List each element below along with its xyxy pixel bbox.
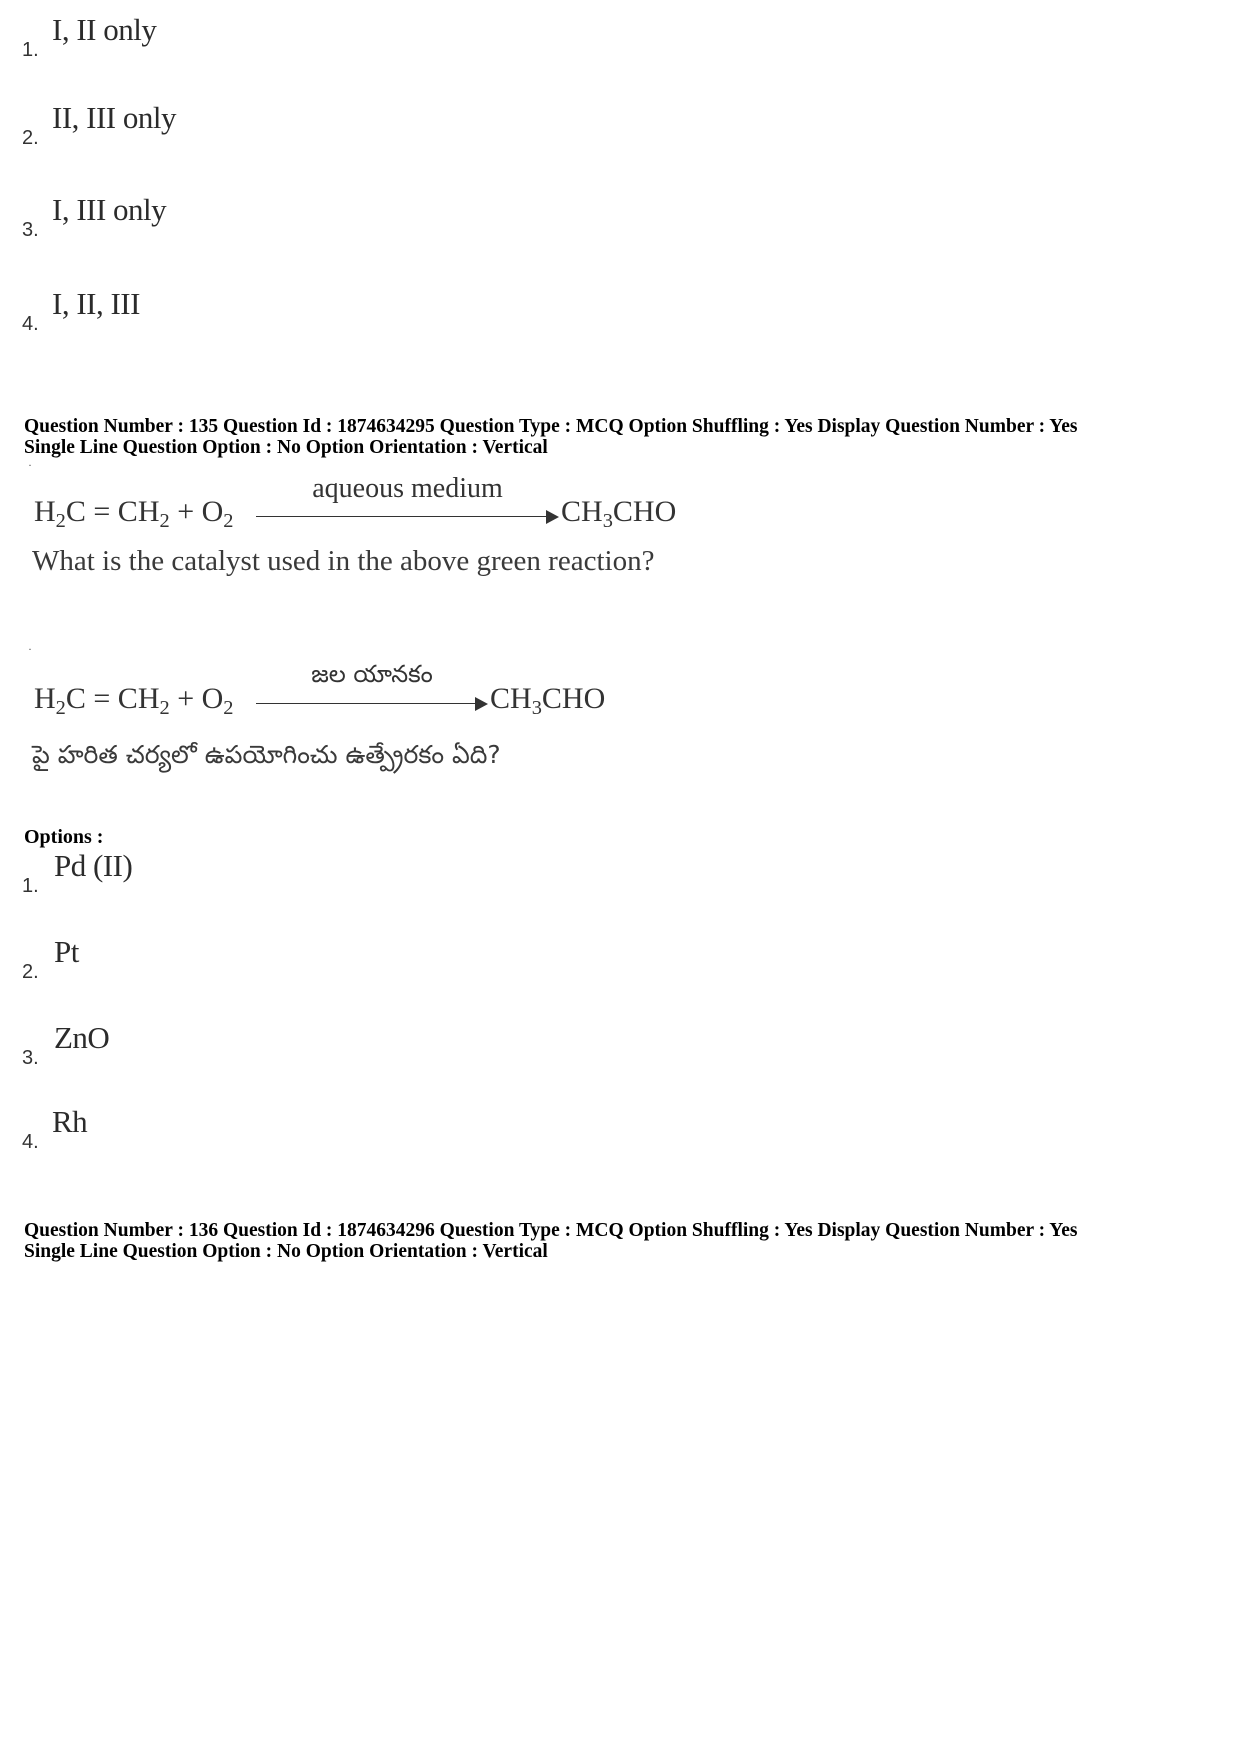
option-text: Pd (II) [54,848,133,883]
q135-meta-line1: Question Number : 135 Question Id : 1874634295 Question Type : MCQ Option Shuffling : Yes Display Question Number : Yes [24,416,1078,437]
prev-option-2[interactable] [22,100,622,150]
reaction-arrow [256,660,488,704]
question-text-english: What is the catalyst used in the above green reaction? [32,545,655,577]
option-text: Rh [52,1104,88,1139]
equation-rhs: $CH_3CHO$ [490,682,606,720]
q136-meta-line1: Question Number : 136 Question Id : 1874634296 Question Type : MCQ Option Shuffling : Yes Display Question Number : Yes [24,1220,1078,1241]
question-text-telugu: పై హరిత చర్యలో ఉపయోగించు ఉత్ప్రేరకం ఏది? [32,740,501,769]
q135-option-3[interactable] [22,1020,622,1070]
arrow-label: aqueous medium [312,473,503,504]
option-number: 3. [22,219,39,241]
option-number: 2. [22,127,39,149]
option-text: II, III only [52,100,176,135]
bullet-dot: · [28,458,32,472]
option-text: I, II, III [52,286,140,321]
option-number: 1. [22,875,39,897]
prev-option-1[interactable] [22,12,622,62]
option-number: 4. [22,313,39,335]
arrow-label: జల యానకం [311,660,433,688]
options-label: Options : [24,826,104,848]
prev-option-3[interactable] [22,192,622,242]
option-number: 4. [22,1131,39,1153]
q135-option-4[interactable] [22,1104,622,1154]
option-number: 2. [22,961,39,983]
bullet-dot: · [28,642,32,656]
option-text: I, III only [52,192,167,227]
option-number: 3. [22,1047,39,1069]
equation-lhs: $H_2C = CH_2 + O_2$ [34,682,234,720]
q135-meta-line2: Single Line Question Option : No Option Orientation : Vertical [24,437,548,458]
q135-option-2[interactable] [22,934,622,984]
equation-rhs: $CH_3CHO$ [561,495,677,533]
arrow-head-icon [475,697,488,711]
arrow-head-icon [546,510,559,524]
q136-meta-line2: Single Line Question Option : No Option Orientation : Vertical [24,1241,548,1262]
reaction-equation-telugu [34,652,754,722]
reaction-equation-english [34,465,754,535]
option-text: Pt [54,934,79,969]
q135-option-1[interactable] [22,848,622,898]
option-text: I, II only [52,12,157,47]
option-number: 1. [22,39,39,61]
prev-option-4[interactable] [22,286,622,336]
reaction-arrow [256,473,559,517]
arrow-line [256,703,478,704]
equation-lhs: $H_2C = CH_2 + O_2$ [34,495,234,533]
arrow-line [256,516,549,517]
option-text: ZnO [54,1020,110,1055]
